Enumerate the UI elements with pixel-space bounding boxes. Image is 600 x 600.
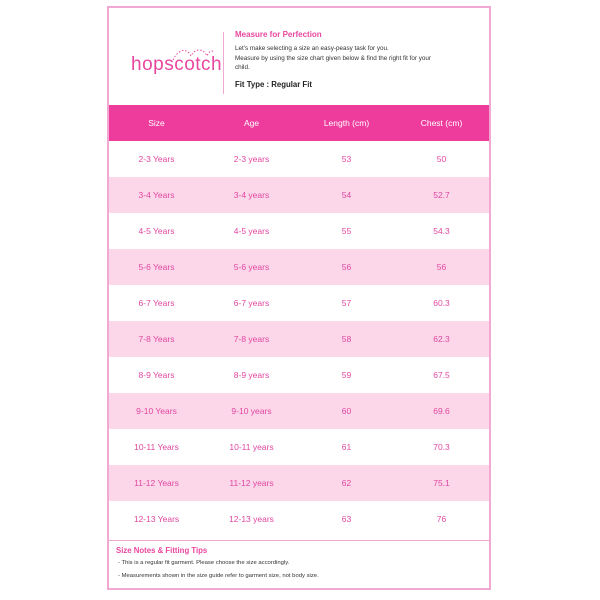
cell-chest: 52.7 <box>394 177 489 213</box>
cell-age: 4-5 years <box>204 213 299 249</box>
table-header-row <box>109 105 489 141</box>
cell-chest: 62.3 <box>394 321 489 357</box>
header-title: Measure for Perfection <box>235 30 322 39</box>
cell-chest: 75.1 <box>394 465 489 501</box>
cell-length: 62 <box>299 465 394 501</box>
cell-chest: 67.5 <box>394 357 489 393</box>
cell-length: 57 <box>299 285 394 321</box>
cell-chest: 76 <box>394 501 489 537</box>
header-intro-line-2: Measure by using the size chart given below & find the right fit for your <box>235 55 432 62</box>
hopscotch-logo <box>131 46 223 86</box>
header-intro-line-1: Let's make selecting a size an easy-peasy task for you. <box>235 45 389 52</box>
header-divider <box>223 32 224 94</box>
cell-size: 7-8 Years <box>109 321 204 357</box>
cell-chest: 69.6 <box>394 393 489 429</box>
cell-age: 7-8 years <box>204 321 299 357</box>
logo-wordmark: hopscotch <box>131 54 223 75</box>
size-chart-card <box>107 6 491 590</box>
cell-age: 2-3 years <box>204 141 299 177</box>
notes-divider <box>109 540 489 541</box>
cell-length: 56 <box>299 249 394 285</box>
size-chart-header <box>109 8 489 108</box>
cell-size: 2-3 Years <box>109 141 204 177</box>
cell-length: 58 <box>299 321 394 357</box>
cell-size: 11-12 Years <box>109 465 204 501</box>
note-item: - Measurements shown in the size guide refer to garment size, not body size. <box>118 573 319 579</box>
cell-length: 59 <box>299 357 394 393</box>
cell-length: 54 <box>299 177 394 213</box>
table-row <box>109 141 489 177</box>
cell-age: 8-9 years <box>204 357 299 393</box>
cell-age: 5-6 years <box>204 249 299 285</box>
cell-size: 10-11 Years <box>109 429 204 465</box>
cell-age: 3-4 years <box>204 177 299 213</box>
cell-chest: 70.3 <box>394 429 489 465</box>
note-item: - This is a regular fit garment. Please choose the size accordingly. <box>118 560 290 566</box>
cell-size: 12-13 Years <box>109 501 204 537</box>
column-header-chest: Chest (cm) <box>394 105 489 141</box>
table-row <box>109 321 489 357</box>
fit-type-label: Fit Type : Regular Fit <box>235 80 312 89</box>
cell-length: 60 <box>299 393 394 429</box>
cell-length: 55 <box>299 213 394 249</box>
column-header-age: Age <box>204 105 299 141</box>
table-row <box>109 177 489 213</box>
table-row <box>109 465 489 501</box>
cell-chest: 54.3 <box>394 213 489 249</box>
cell-chest: 60.3 <box>394 285 489 321</box>
table-row <box>109 249 489 285</box>
header-intro-line-3: child. <box>235 64 250 71</box>
size-table <box>109 105 489 537</box>
cell-age: 9-10 years <box>204 393 299 429</box>
table-row <box>109 429 489 465</box>
column-header-size: Size <box>109 105 204 141</box>
cell-length: 61 <box>299 429 394 465</box>
cell-size: 6-7 Years <box>109 285 204 321</box>
cell-chest: 56 <box>394 249 489 285</box>
cell-size: 8-9 Years <box>109 357 204 393</box>
table-row <box>109 285 489 321</box>
cell-length: 63 <box>299 501 394 537</box>
cell-size: 4-5 Years <box>109 213 204 249</box>
cell-chest: 50 <box>394 141 489 177</box>
cell-size: 3-4 Years <box>109 177 204 213</box>
column-header-length: Length (cm) <box>299 105 394 141</box>
cell-age: 10-11 years <box>204 429 299 465</box>
cell-size: 9-10 Years <box>109 393 204 429</box>
table-row <box>109 213 489 249</box>
table-row <box>109 357 489 393</box>
cell-length: 53 <box>299 141 394 177</box>
notes-title: Size Notes & Fitting Tips <box>116 546 208 555</box>
cell-age: 6-7 years <box>204 285 299 321</box>
cell-age: 12-13 years <box>204 501 299 537</box>
table-row <box>109 501 489 537</box>
table-row <box>109 393 489 429</box>
cell-age: 11-12 years <box>204 465 299 501</box>
cell-size: 5-6 Years <box>109 249 204 285</box>
